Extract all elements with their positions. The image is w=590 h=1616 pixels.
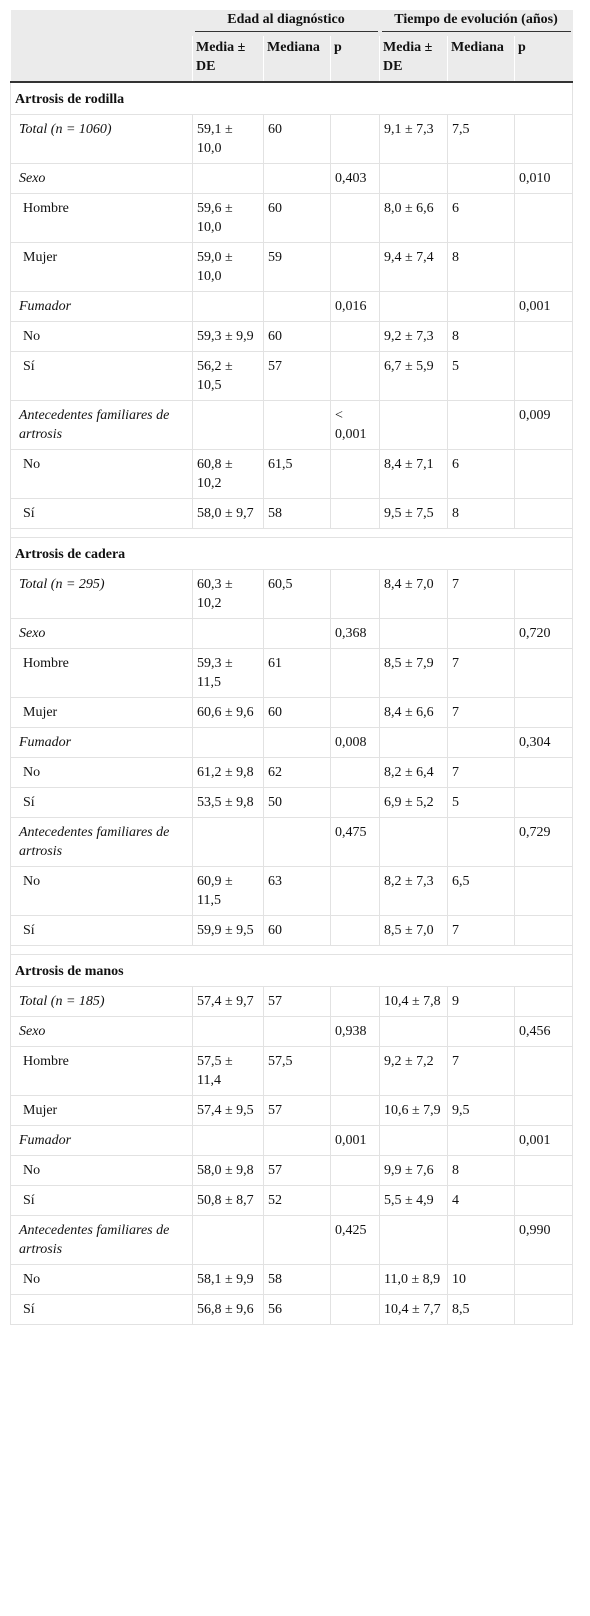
table-row <box>11 292 573 322</box>
table-row <box>11 698 573 728</box>
evolution-p-cell <box>515 867 573 916</box>
age-p-cell: 0,016 <box>331 292 380 322</box>
evolution-p-cell: 0,729 <box>515 818 573 867</box>
table-row <box>11 1186 573 1216</box>
row-label: Hombre <box>11 649 193 698</box>
age-median-cell <box>264 1216 331 1265</box>
table-row <box>11 916 573 946</box>
age-median-cell: 62 <box>264 758 331 788</box>
evolution-p-cell <box>515 1096 573 1126</box>
evolution-p-cell <box>515 352 573 401</box>
age-mean-sd-cell: 59,1 ± 10,0 <box>193 115 264 164</box>
evolution-mean-sd-cell: 8,2 ± 7,3 <box>380 867 448 916</box>
age-p-cell <box>331 1047 380 1096</box>
evolution-p-cell <box>515 1047 573 1096</box>
evolution-median-cell: 6 <box>448 194 515 243</box>
evolution-median-cell <box>448 1126 515 1156</box>
evolution-mean-sd-cell: 8,4 ± 7,0 <box>380 570 448 619</box>
evolution-median-cell <box>448 401 515 450</box>
age-median-cell: 63 <box>264 867 331 916</box>
table-row <box>11 499 573 529</box>
table-row <box>11 401 573 450</box>
evolution-mean-sd-cell: 9,5 ± 7,5 <box>380 499 448 529</box>
evolution-p-cell <box>515 698 573 728</box>
section-spacer <box>11 946 573 955</box>
age-p-cell: 0,001 <box>331 1126 380 1156</box>
evolution-mean-sd-cell: 8,2 ± 6,4 <box>380 758 448 788</box>
age-mean-sd-cell <box>193 1216 264 1265</box>
age-median-cell: 60 <box>264 194 331 243</box>
evolution-median-cell: 8 <box>448 1156 515 1186</box>
age-mean-sd-cell <box>193 1126 264 1156</box>
header-p: p <box>331 36 380 82</box>
evolution-mean-sd-cell: 10,6 ± 7,9 <box>380 1096 448 1126</box>
age-p-cell <box>331 1295 380 1325</box>
age-median-cell: 57,5 <box>264 1047 331 1096</box>
evolution-mean-sd-cell: 11,0 ± 8,9 <box>380 1265 448 1295</box>
evolution-p-cell <box>515 115 573 164</box>
age-median-cell: 56 <box>264 1295 331 1325</box>
evolution-mean-sd-cell: 6,7 ± 5,9 <box>380 352 448 401</box>
row-label: Total (n = 1060) <box>11 115 193 164</box>
age-median-cell: 60 <box>264 916 331 946</box>
evolution-mean-sd-cell <box>380 1017 448 1047</box>
evolution-median-cell: 5 <box>448 788 515 818</box>
evolution-median-cell: 7 <box>448 570 515 619</box>
row-label: Fumador <box>11 1126 193 1156</box>
age-mean-sd-cell: 60,6 ± 9,6 <box>193 698 264 728</box>
section-header-row <box>11 955 573 987</box>
evolution-p-cell <box>515 1156 573 1186</box>
evolution-mean-sd-cell: 9,1 ± 7,3 <box>380 115 448 164</box>
row-label: Hombre <box>11 194 193 243</box>
evolution-median-cell: 7 <box>448 1047 515 1096</box>
table-row <box>11 1216 573 1265</box>
row-label: Mujer <box>11 698 193 728</box>
age-mean-sd-cell: 58,0 ± 9,7 <box>193 499 264 529</box>
age-mean-sd-cell: 60,8 ± 10,2 <box>193 450 264 499</box>
row-label: Fumador <box>11 728 193 758</box>
age-p-cell <box>331 916 380 946</box>
age-mean-sd-cell: 59,0 ± 10,0 <box>193 243 264 292</box>
evolution-mean-sd-cell: 9,4 ± 7,4 <box>380 243 448 292</box>
age-median-cell: 52 <box>264 1186 331 1216</box>
row-label: No <box>11 758 193 788</box>
age-median-cell: 61 <box>264 649 331 698</box>
row-label: Sí <box>11 1295 193 1325</box>
age-median-cell: 57 <box>264 1156 331 1186</box>
table-row <box>11 619 573 649</box>
age-p-cell <box>331 698 380 728</box>
age-median-cell <box>264 619 331 649</box>
age-p-cell <box>331 1096 380 1126</box>
section-title: Artrosis de cadera <box>11 538 573 570</box>
header-blank-cell <box>11 36 193 82</box>
age-median-cell: 57 <box>264 987 331 1017</box>
table-row <box>11 322 573 352</box>
row-label: No <box>11 1156 193 1186</box>
evolution-p-cell: 0,456 <box>515 1017 573 1047</box>
row-label: Antecedentes familiares de artrosis <box>11 818 193 867</box>
age-p-cell: 0,368 <box>331 619 380 649</box>
age-p-cell <box>331 1186 380 1216</box>
header-group-age <box>193 10 380 36</box>
evolution-median-cell: 7 <box>448 916 515 946</box>
age-p-cell <box>331 758 380 788</box>
age-mean-sd-cell <box>193 619 264 649</box>
evolution-median-cell: 9,5 <box>448 1096 515 1126</box>
evolution-median-cell: 9 <box>448 987 515 1017</box>
header-mean-sd: Media ± DE <box>380 36 448 82</box>
row-label: No <box>11 867 193 916</box>
age-median-cell <box>264 728 331 758</box>
evolution-mean-sd-cell: 6,9 ± 5,2 <box>380 788 448 818</box>
row-label: Sexo <box>11 164 193 194</box>
age-mean-sd-cell: 56,8 ± 9,6 <box>193 1295 264 1325</box>
evolution-p-cell: 0,720 <box>515 619 573 649</box>
evolution-p-cell <box>515 758 573 788</box>
age-median-cell <box>264 292 331 322</box>
age-mean-sd-cell <box>193 164 264 194</box>
spacer-cell <box>11 529 573 538</box>
age-median-cell: 60 <box>264 322 331 352</box>
age-mean-sd-cell: 59,6 ± 10,0 <box>193 194 264 243</box>
section-title: Artrosis de manos <box>11 955 573 987</box>
evolution-p-cell: 0,009 <box>515 401 573 450</box>
header-blank-cell <box>11 10 193 36</box>
row-label: No <box>11 322 193 352</box>
age-mean-sd-cell: 53,5 ± 9,8 <box>193 788 264 818</box>
header-group-evolution <box>380 10 573 36</box>
evolution-mean-sd-cell: 9,2 ± 7,2 <box>380 1047 448 1096</box>
row-label: Hombre <box>11 1047 193 1096</box>
evolution-median-cell: 8,5 <box>448 1295 515 1325</box>
row-label: No <box>11 1265 193 1295</box>
age-median-cell: 50 <box>264 788 331 818</box>
row-label: Fumador <box>11 292 193 322</box>
table-row <box>11 649 573 698</box>
age-p-cell <box>331 1265 380 1295</box>
evolution-median-cell: 7 <box>448 649 515 698</box>
evolution-median-cell: 5 <box>448 352 515 401</box>
table-row <box>11 1017 573 1047</box>
evolution-p-cell <box>515 450 573 499</box>
table-row <box>11 1126 573 1156</box>
age-mean-sd-cell: 59,3 ± 9,9 <box>193 322 264 352</box>
evolution-median-cell: 8 <box>448 322 515 352</box>
table-header <box>11 10 573 82</box>
evolution-p-cell: 0,010 <box>515 164 573 194</box>
evolution-median-cell: 8 <box>448 243 515 292</box>
evolution-p-cell <box>515 1265 573 1295</box>
table-row <box>11 570 573 619</box>
section-header-row <box>11 82 573 115</box>
evolution-mean-sd-cell: 8,5 ± 7,9 <box>380 649 448 698</box>
age-p-cell <box>331 322 380 352</box>
evolution-p-cell <box>515 322 573 352</box>
row-label: No <box>11 450 193 499</box>
age-mean-sd-cell: 57,4 ± 9,5 <box>193 1096 264 1126</box>
evolution-p-cell <box>515 987 573 1017</box>
evolution-median-cell <box>448 619 515 649</box>
evolution-median-cell <box>448 164 515 194</box>
header-group-age-label: Edad al diagnóstico <box>195 10 378 32</box>
evolution-median-cell: 6 <box>448 450 515 499</box>
evolution-mean-sd-cell <box>380 619 448 649</box>
evolution-p-cell <box>515 1295 573 1325</box>
row-label: Mujer <box>11 243 193 292</box>
row-label: Sí <box>11 788 193 818</box>
table-row <box>11 987 573 1017</box>
age-p-cell <box>331 352 380 401</box>
table-row <box>11 194 573 243</box>
age-mean-sd-cell <box>193 292 264 322</box>
age-mean-sd-cell: 57,4 ± 9,7 <box>193 987 264 1017</box>
row-label: Sí <box>11 499 193 529</box>
age-p-cell: 0,475 <box>331 818 380 867</box>
age-mean-sd-cell <box>193 401 264 450</box>
header-sub-row <box>11 36 573 82</box>
header-mean-sd: Media ± DE <box>193 36 264 82</box>
evolution-mean-sd-cell: 8,4 ± 6,6 <box>380 698 448 728</box>
age-mean-sd-cell: 56,2 ± 10,5 <box>193 352 264 401</box>
evolution-p-cell <box>515 243 573 292</box>
table-row <box>11 1156 573 1186</box>
evolution-mean-sd-cell: 8,0 ± 6,6 <box>380 194 448 243</box>
age-median-cell: 58 <box>264 1265 331 1295</box>
age-mean-sd-cell: 59,9 ± 9,5 <box>193 916 264 946</box>
evolution-mean-sd-cell: 10,4 ± 7,7 <box>380 1295 448 1325</box>
evolution-p-cell: 0,001 <box>515 292 573 322</box>
table-row <box>11 1295 573 1325</box>
evolution-p-cell: 0,990 <box>515 1216 573 1265</box>
header-median: Mediana <box>448 36 515 82</box>
age-mean-sd-cell: 57,5 ± 11,4 <box>193 1047 264 1096</box>
evolution-mean-sd-cell <box>380 292 448 322</box>
table-row <box>11 818 573 867</box>
section-title: Artrosis de rodilla <box>11 82 573 115</box>
age-median-cell: 61,5 <box>264 450 331 499</box>
age-p-cell <box>331 788 380 818</box>
table-row <box>11 1047 573 1096</box>
age-p-cell: 0,403 <box>331 164 380 194</box>
age-mean-sd-cell: 60,3 ± 10,2 <box>193 570 264 619</box>
age-median-cell: 60 <box>264 115 331 164</box>
age-mean-sd-cell <box>193 1017 264 1047</box>
row-label: Sexo <box>11 1017 193 1047</box>
age-mean-sd-cell <box>193 818 264 867</box>
age-mean-sd-cell: 50,8 ± 8,7 <box>193 1186 264 1216</box>
age-p-cell: < 0,001 <box>331 401 380 450</box>
age-median-cell: 58 <box>264 499 331 529</box>
header-group-evolution-label: Tiempo de evolución (años) <box>382 10 571 32</box>
age-p-cell <box>331 499 380 529</box>
header-group-row <box>11 10 573 36</box>
row-label: Sí <box>11 1186 193 1216</box>
age-median-cell <box>264 401 331 450</box>
evolution-median-cell: 7 <box>448 758 515 788</box>
table-row <box>11 243 573 292</box>
evolution-mean-sd-cell: 10,4 ± 7,8 <box>380 987 448 1017</box>
table-row <box>11 1096 573 1126</box>
row-label: Total (n = 185) <box>11 987 193 1017</box>
evolution-p-cell <box>515 499 573 529</box>
header-p: p <box>515 36 573 82</box>
row-label: Mujer <box>11 1096 193 1126</box>
age-median-cell <box>264 818 331 867</box>
section-header-row <box>11 538 573 570</box>
evolution-p-cell <box>515 1186 573 1216</box>
evolution-p-cell <box>515 194 573 243</box>
header-median: Mediana <box>264 36 331 82</box>
evolution-mean-sd-cell <box>380 164 448 194</box>
evolution-p-cell <box>515 788 573 818</box>
row-label: Antecedentes familiares de artrosis <box>11 1216 193 1265</box>
age-p-cell <box>331 450 380 499</box>
evolution-median-cell <box>448 1216 515 1265</box>
evolution-mean-sd-cell: 8,5 ± 7,0 <box>380 916 448 946</box>
table-row <box>11 728 573 758</box>
table-row <box>11 788 573 818</box>
table-row <box>11 867 573 916</box>
age-p-cell <box>331 1156 380 1186</box>
age-p-cell <box>331 194 380 243</box>
evolution-median-cell <box>448 1017 515 1047</box>
age-p-cell: 0,425 <box>331 1216 380 1265</box>
evolution-median-cell <box>448 728 515 758</box>
row-label: Antecedentes familiares de artrosis <box>11 401 193 450</box>
age-p-cell <box>331 649 380 698</box>
evolution-mean-sd-cell <box>380 401 448 450</box>
age-mean-sd-cell: 60,9 ± 11,5 <box>193 867 264 916</box>
evolution-median-cell: 4 <box>448 1186 515 1216</box>
evolution-mean-sd-cell: 8,4 ± 7,1 <box>380 450 448 499</box>
age-median-cell <box>264 164 331 194</box>
age-mean-sd-cell: 59,3 ± 11,5 <box>193 649 264 698</box>
age-median-cell: 59 <box>264 243 331 292</box>
section-spacer <box>11 529 573 538</box>
evolution-p-cell <box>515 570 573 619</box>
evolution-median-cell <box>448 818 515 867</box>
table-body <box>11 82 573 1325</box>
age-mean-sd-cell <box>193 728 264 758</box>
evolution-median-cell: 7 <box>448 698 515 728</box>
evolution-mean-sd-cell: 9,9 ± 7,6 <box>380 1156 448 1186</box>
age-mean-sd-cell: 58,1 ± 9,9 <box>193 1265 264 1295</box>
age-mean-sd-cell: 61,2 ± 9,8 <box>193 758 264 788</box>
table-row <box>11 758 573 788</box>
age-p-cell <box>331 243 380 292</box>
row-label: Sí <box>11 352 193 401</box>
age-median-cell: 57 <box>264 352 331 401</box>
data-table <box>10 10 573 1325</box>
evolution-p-cell: 0,304 <box>515 728 573 758</box>
age-median-cell: 57 <box>264 1096 331 1126</box>
age-p-cell: 0,938 <box>331 1017 380 1047</box>
evolution-mean-sd-cell <box>380 1126 448 1156</box>
row-label: Sexo <box>11 619 193 649</box>
evolution-median-cell <box>448 292 515 322</box>
age-mean-sd-cell: 58,0 ± 9,8 <box>193 1156 264 1186</box>
spacer-cell <box>11 946 573 955</box>
age-p-cell: 0,008 <box>331 728 380 758</box>
evolution-mean-sd-cell: 5,5 ± 4,9 <box>380 1186 448 1216</box>
age-p-cell <box>331 115 380 164</box>
evolution-mean-sd-cell <box>380 1216 448 1265</box>
age-median-cell: 60 <box>264 698 331 728</box>
table-row <box>11 1265 573 1295</box>
age-median-cell <box>264 1126 331 1156</box>
age-p-cell <box>331 570 380 619</box>
evolution-median-cell: 8 <box>448 499 515 529</box>
table-row <box>11 115 573 164</box>
evolution-mean-sd-cell <box>380 818 448 867</box>
evolution-median-cell: 10 <box>448 1265 515 1295</box>
evolution-p-cell <box>515 649 573 698</box>
evolution-median-cell: 7,5 <box>448 115 515 164</box>
age-median-cell <box>264 1017 331 1047</box>
age-median-cell: 60,5 <box>264 570 331 619</box>
table-row <box>11 164 573 194</box>
evolution-mean-sd-cell: 9,2 ± 7,3 <box>380 322 448 352</box>
evolution-mean-sd-cell <box>380 728 448 758</box>
age-p-cell <box>331 867 380 916</box>
table-row <box>11 450 573 499</box>
row-label: Total (n = 295) <box>11 570 193 619</box>
age-p-cell <box>331 987 380 1017</box>
row-label: Sí <box>11 916 193 946</box>
evolution-p-cell: 0,001 <box>515 1126 573 1156</box>
evolution-p-cell <box>515 916 573 946</box>
table-row <box>11 352 573 401</box>
evolution-median-cell: 6,5 <box>448 867 515 916</box>
